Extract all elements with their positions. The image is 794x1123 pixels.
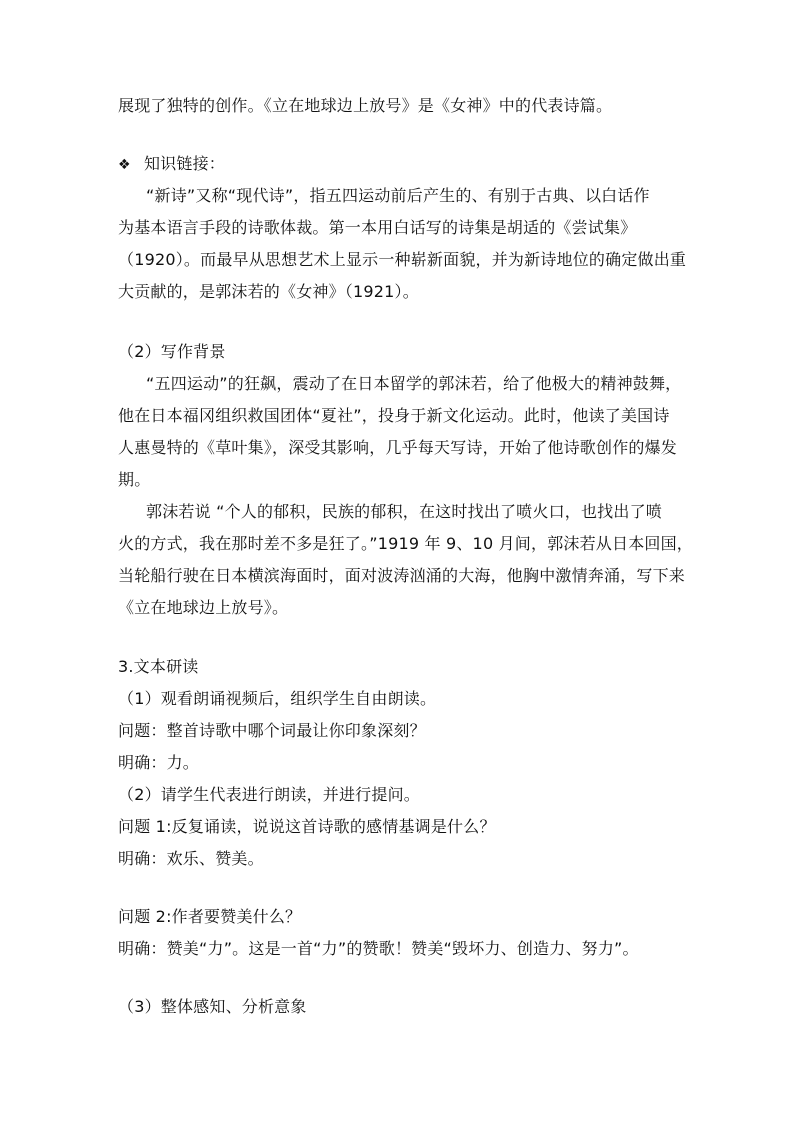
answer-line: 明确：力。: [118, 753, 200, 772]
question-line: 问题 1:反复诵读，说说这首诗歌的感情基调是什么？: [118, 817, 496, 836]
knowledge-link-heading: [118, 154, 225, 175]
paragraph-line: （1920）。而最早从思想艺术上显示一种崭新面貌，并为新诗地位的确定做出重: [118, 250, 687, 269]
paragraph-line: 郭沫若说 “个人的郁积，民族的郁积，在这时找出了喷火口，也找出了喷: [146, 502, 662, 521]
paragraph-line: 大贡献的，是郭沫若的《女神》（1921）。: [118, 282, 419, 301]
paragraph-line: 展现了独特的创作。《立在地球边上放号》是《女神》中的代表诗篇。: [118, 96, 613, 115]
section-heading: （3）整体感知、分析意象: [118, 997, 307, 1016]
answer-line: 明确：欢乐、赞美。: [118, 849, 264, 868]
paragraph-line: 当轮船行驶在日本横滨海面时，面对波涛汹涌的大海，他胸中激情奔涌，写下来: [118, 566, 686, 585]
diamond-bullet-icon: ❖: [118, 157, 131, 173]
paragraph-line: （1）观看朗诵视频后，组织学生自由朗读。: [118, 689, 437, 708]
question-line: 问题：整首诗歌中哪个词最让你印象深刻？: [118, 721, 426, 740]
paragraph-line: 火的方式，我在那时差不多是狂了。”1919 年 9、10 月间，郭沫若从日本回国，: [118, 534, 694, 553]
paragraph-line: “新诗”又称“现代诗”，指五四运动前后产生的、有别于古典、以白话作: [146, 186, 650, 205]
paragraph-line: （2）请学生代表进行朗读，并进行提问。: [118, 785, 420, 804]
paragraph-line: 《立在地球边上放号》。: [118, 598, 289, 617]
paragraph-line: 他在日本福冈组织救国团体“夏社”，投身于新文化运动。此时，他读了美国诗: [118, 406, 670, 425]
paragraph-line: 人惠曼特的《草叶集》，深受其影响，几乎每天写诗，开始了他诗歌创作的爆发: [118, 438, 678, 457]
paragraph-line: 期。: [118, 470, 151, 489]
answer-line: 明确：赞美“力”。这是一首“力”的赞歌！赞美“毁坏力、创造力、努力”。: [118, 939, 639, 958]
section-heading: 3.文本研读: [118, 657, 199, 676]
heading-text: 知识链接：: [144, 154, 226, 173]
question-line: 问题 2:作者要赞美什么？: [118, 907, 302, 926]
section-heading: （2）写作背景: [118, 342, 226, 361]
paragraph-line: 为基本语言手段的诗歌体裁。第一本用白话写的诗集是胡适的《尝试集》: [118, 218, 637, 237]
paragraph-line: “五四运动”的狂飙，震动了在日本留学的郭沫若，给了他极大的精神鼓舞，: [146, 374, 682, 393]
